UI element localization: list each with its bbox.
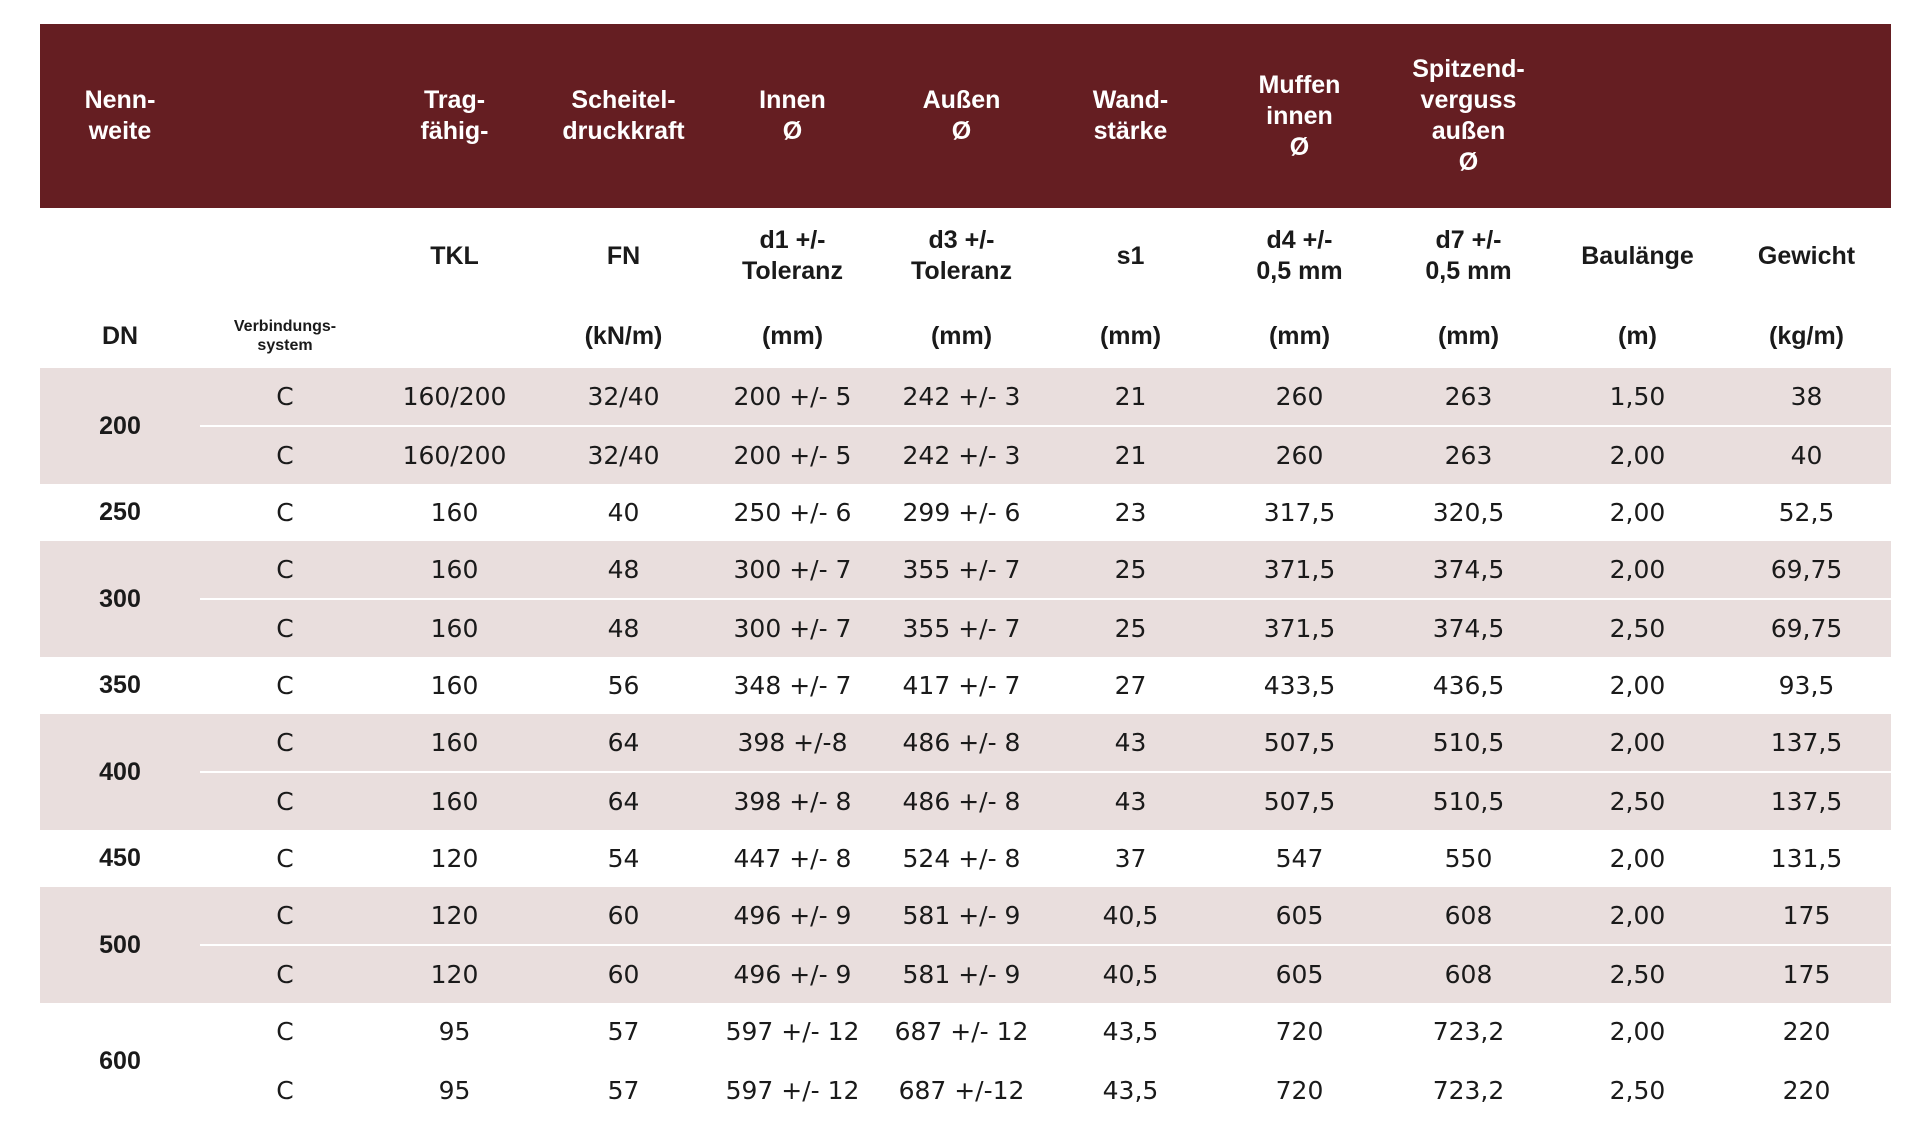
header-unit-fn <box>539 304 708 368</box>
table-row <box>40 1061 1891 1119</box>
cell-tkl: 120 <box>370 887 539 945</box>
header-symbol-d7 <box>1384 208 1553 304</box>
cell-verbindungssystem: C <box>200 541 370 599</box>
cell-fn: 57 <box>607 1076 640 1105</box>
cell-d3: 524 +/- 8 <box>902 844 1021 873</box>
header-unit-text: (mm) <box>1268 321 1331 350</box>
cell-d7: 608 <box>1384 945 1553 1003</box>
header-symbol-text: Gewicht <box>1757 241 1856 270</box>
cell-baulaenge: 2,50 <box>1609 1076 1666 1105</box>
table-row <box>40 541 1891 599</box>
header-unit-d1 <box>708 304 877 368</box>
cell-d1: 398 +/-8 <box>708 714 877 772</box>
dn-cell: 600 <box>99 1046 141 1075</box>
cell-d1: 447 +/- 8 <box>733 844 852 873</box>
header-symbol-text: TKL <box>430 241 479 270</box>
cell-d1: 496 +/- 9 <box>708 945 877 1003</box>
cell-d4: 720 <box>1275 1076 1324 1105</box>
table-row <box>40 945 1891 1003</box>
cell-tkl: 120 <box>370 945 539 1003</box>
cell-d7: 510,5 <box>1384 714 1553 772</box>
cell-verbindungssystem: C <box>276 844 294 873</box>
header-symbol-d3 <box>877 208 1046 304</box>
cell-tkl: 120 <box>430 844 479 873</box>
header-title-text: Innen <box>759 86 826 114</box>
cell-d4: 371,5 <box>1215 599 1384 657</box>
cell-gewicht: 69,75 <box>1722 541 1891 599</box>
table-row <box>40 484 1891 541</box>
cell-fn: 64 <box>539 714 708 772</box>
cell-verbindungssystem: C <box>276 1076 294 1105</box>
cell-gewicht: 38 <box>1722 368 1891 426</box>
header-title-fn <box>539 24 708 208</box>
header-symbol-text: d3 +/- <box>928 226 995 254</box>
cell-d4: 317,5 <box>1263 498 1336 527</box>
cell-d1: 597 +/- 12 <box>708 1003 877 1061</box>
cell-verbindungssystem: C <box>200 714 370 772</box>
header-symbol-text: 0,5 mm <box>1256 257 1343 285</box>
cell-fn: 56 <box>607 671 640 700</box>
cell-d7: 320,5 <box>1432 498 1505 527</box>
cell-d3: 687 +/- 12 <box>877 1003 1046 1061</box>
cell-gewicht: 137,5 <box>1722 714 1891 772</box>
cell-baulaenge: 2,00 <box>1609 498 1666 527</box>
cell-d3: 242 +/- 3 <box>877 368 1046 426</box>
header-symbol-text: Baulänge <box>1581 241 1694 270</box>
cell-baulaenge: 2,00 <box>1553 887 1722 945</box>
cell-d3: 581 +/- 9 <box>877 887 1046 945</box>
cell-d1: 300 +/- 7 <box>708 541 877 599</box>
cell-tkl: 160/200 <box>370 368 539 426</box>
cell-d4: 605 <box>1215 945 1384 1003</box>
header-title-text: verguss <box>1420 86 1517 114</box>
header-symbol-baulaenge <box>1553 208 1722 304</box>
pipe-spec-table-container <box>40 24 1890 1119</box>
header-unit-text: (kg/m) <box>1769 321 1844 350</box>
cell-fn: 32/40 <box>539 426 708 484</box>
header-title-text: Trag- <box>423 86 486 114</box>
table-row <box>40 368 1891 426</box>
cell-d4: 260 <box>1215 426 1384 484</box>
table-row <box>40 772 1891 830</box>
cell-tkl: 160 <box>370 772 539 830</box>
header-symbol-fn <box>539 208 708 304</box>
header-unit-baulaenge <box>1553 304 1722 368</box>
cell-fn: 60 <box>539 887 708 945</box>
header-unit-text: system <box>257 337 313 354</box>
table-row <box>40 599 1891 657</box>
cell-d3: 417 +/- 7 <box>902 671 1021 700</box>
header-title-text: Wand- <box>1092 86 1169 114</box>
cell-d4: 371,5 <box>1215 541 1384 599</box>
header-unit-text: (kN/m) <box>584 321 663 350</box>
cell-tkl: 160 <box>370 541 539 599</box>
cell-d7: 723,2 <box>1432 1076 1505 1105</box>
cell-baulaenge: 2,50 <box>1553 772 1722 830</box>
cell-s1: 43 <box>1046 714 1215 772</box>
cell-gewicht: 175 <box>1722 945 1891 1003</box>
cell-d1: 200 +/- 5 <box>708 426 877 484</box>
header-title-baulaenge <box>1553 24 1722 208</box>
cell-s1: 43,5 <box>1046 1003 1215 1061</box>
header-symbol-text: d4 +/- <box>1266 226 1333 254</box>
header-symbol-text: s1 <box>1116 241 1145 270</box>
header-title-text: Nenn- <box>84 86 156 114</box>
cell-gewicht: 69,75 <box>1722 599 1891 657</box>
dn-cell: 450 <box>99 844 141 872</box>
cell-verbindungssystem: C <box>276 671 294 700</box>
cell-fn: 54 <box>607 844 640 873</box>
header-symbol-text: FN <box>606 241 641 270</box>
cell-d3: 486 +/- 8 <box>877 714 1046 772</box>
cell-gewicht: 175 <box>1722 887 1891 945</box>
table-row <box>40 1003 1891 1061</box>
header-title-d3 <box>877 24 1046 208</box>
cell-d3: 299 +/- 6 <box>902 498 1021 527</box>
dn-cell: 250 <box>99 498 141 526</box>
header-symbol-text: Toleranz <box>742 257 843 285</box>
cell-fn: 57 <box>539 1003 708 1061</box>
cell-s1: 25 <box>1046 599 1215 657</box>
cell-d7: 263 <box>1384 368 1553 426</box>
cell-d3: 355 +/- 7 <box>877 599 1046 657</box>
cell-verbindungssystem: C <box>200 426 370 484</box>
header-symbol-text: 0,5 mm <box>1425 257 1512 285</box>
cell-s1: 27 <box>1114 671 1147 700</box>
header-symbol-gewicht <box>1722 208 1891 304</box>
header-unit-text: (mm) <box>1437 321 1500 350</box>
cell-d4: 507,5 <box>1215 714 1384 772</box>
cell-d4: 547 <box>1275 844 1324 873</box>
header-title-text: stärke <box>1093 117 1168 145</box>
cell-verbindungssystem: C <box>200 945 370 1003</box>
cell-d7: 723,2 <box>1384 1003 1553 1061</box>
cell-tkl: 95 <box>438 1076 471 1105</box>
cell-d7: 510,5 <box>1384 772 1553 830</box>
cell-d7: 263 <box>1384 426 1553 484</box>
cell-baulaenge: 2,00 <box>1553 541 1722 599</box>
header-title-text: fähig- <box>420 117 489 145</box>
header-title-dn <box>40 24 200 208</box>
header-title-text: außen <box>1431 117 1506 145</box>
header-symbol-text: d1 +/- <box>759 226 826 254</box>
cell-fn: 48 <box>539 599 708 657</box>
header-symbol-verbindungssystem <box>200 208 370 304</box>
header-symbol-dn <box>40 208 200 304</box>
cell-d7: 550 <box>1444 844 1493 873</box>
cell-baulaenge: 2,00 <box>1553 714 1722 772</box>
cell-tkl: 160 <box>430 671 479 700</box>
cell-s1: 21 <box>1046 426 1215 484</box>
header-title-text: Scheitel- <box>571 86 676 114</box>
cell-s1: 21 <box>1046 368 1215 426</box>
cell-d4: 605 <box>1215 887 1384 945</box>
cell-baulaenge: 2,00 <box>1553 1003 1722 1061</box>
cell-d1: 496 +/- 9 <box>708 887 877 945</box>
dn-cell: 400 <box>40 714 200 830</box>
table-row <box>40 714 1891 772</box>
cell-d7: 374,5 <box>1384 599 1553 657</box>
header-unit-text: (mm) <box>930 321 993 350</box>
header-symbol-text: d7 +/- <box>1435 226 1502 254</box>
header-symbol-d4 <box>1215 208 1384 304</box>
cell-verbindungssystem: C <box>200 772 370 830</box>
table-row <box>40 887 1891 945</box>
dn-cell: 350 <box>99 671 141 699</box>
cell-d4: 433,5 <box>1263 671 1336 700</box>
cell-gewicht: 220 <box>1722 1003 1891 1061</box>
cell-s1: 37 <box>1114 844 1147 873</box>
header-symbol-tkl <box>370 208 539 304</box>
header-title-text: weite <box>88 117 152 145</box>
header-title-text: Spitzend- <box>1412 55 1525 83</box>
cell-d1: 200 +/- 5 <box>708 368 877 426</box>
cell-gewicht: 40 <box>1722 426 1891 484</box>
header-unit-gewicht <box>1722 304 1891 368</box>
cell-s1: 40,5 <box>1046 887 1215 945</box>
cell-tkl: 160 <box>430 498 479 527</box>
cell-s1: 23 <box>1114 498 1147 527</box>
cell-gewicht: 220 <box>1782 1076 1831 1105</box>
cell-verbindungssystem: C <box>200 599 370 657</box>
cell-d4: 260 <box>1215 368 1384 426</box>
cell-d7: 436,5 <box>1432 671 1505 700</box>
cell-verbindungssystem: C <box>200 368 370 426</box>
header-unit-row <box>40 304 1891 368</box>
cell-verbindungssystem: C <box>200 1003 370 1061</box>
header-symbol-d1 <box>708 208 877 304</box>
cell-d4: 507,5 <box>1215 772 1384 830</box>
header-unit-d3 <box>877 304 1046 368</box>
cell-d7: 608 <box>1384 887 1553 945</box>
cell-d3: 486 +/- 8 <box>877 772 1046 830</box>
header-title-row <box>40 24 1891 208</box>
header-title-text: Muffen <box>1258 70 1341 99</box>
header-unit-text: DN <box>101 321 139 350</box>
cell-fn: 40 <box>607 498 640 527</box>
table-row <box>40 657 1891 714</box>
cell-d3: 242 +/- 3 <box>877 426 1046 484</box>
dn-cell: 300 <box>40 541 200 657</box>
header-unit-dn <box>40 304 200 368</box>
cell-d7: 374,5 <box>1384 541 1553 599</box>
header-title-d4 <box>1215 24 1384 208</box>
cell-gewicht: 137,5 <box>1722 772 1891 830</box>
cell-baulaenge: 1,50 <box>1553 368 1722 426</box>
cell-baulaenge: 2,00 <box>1609 844 1666 873</box>
cell-gewicht: 93,5 <box>1778 671 1835 700</box>
cell-verbindungssystem: C <box>276 498 294 527</box>
cell-s1: 40,5 <box>1046 945 1215 1003</box>
table-body <box>40 368 1891 1119</box>
cell-fn: 64 <box>539 772 708 830</box>
cell-tkl: 160/200 <box>370 426 539 484</box>
header-title-gewicht <box>1722 24 1891 208</box>
header-title-verbindungssystem <box>200 24 370 208</box>
header-unit-verbindungssystem <box>200 304 370 368</box>
header-title-text: Ø <box>1289 132 1310 161</box>
cell-baulaenge: 2,00 <box>1609 671 1666 700</box>
cell-fn: 60 <box>539 945 708 1003</box>
cell-gewicht: 131,5 <box>1770 844 1843 873</box>
cell-tkl: 160 <box>370 599 539 657</box>
cell-d1: 398 +/- 8 <box>708 772 877 830</box>
header-title-d7 <box>1384 24 1553 208</box>
header-symbol-text: Toleranz <box>911 257 1012 285</box>
header-unit-d7 <box>1384 304 1553 368</box>
cell-d3: 687 +/-12 <box>898 1076 1025 1105</box>
cell-d4: 720 <box>1215 1003 1384 1061</box>
pipe-spec-table <box>40 24 1891 1119</box>
cell-d1: 597 +/- 12 <box>725 1076 860 1105</box>
header-title-text: druckkraft <box>562 117 685 145</box>
table-row <box>40 830 1891 887</box>
cell-d3: 581 +/- 9 <box>877 945 1046 1003</box>
dn-cell: 200 <box>40 368 200 484</box>
cell-verbindungssystem: C <box>200 887 370 945</box>
header-title-d1 <box>708 24 877 208</box>
cell-tkl: 95 <box>370 1003 539 1061</box>
dn-cell: 500 <box>40 887 200 1003</box>
header-unit-d4 <box>1215 304 1384 368</box>
header-unit-tkl <box>370 304 539 368</box>
cell-baulaenge: 2,50 <box>1553 945 1722 1003</box>
cell-baulaenge: 2,50 <box>1553 599 1722 657</box>
cell-tkl: 160 <box>370 714 539 772</box>
table-row <box>40 426 1891 484</box>
header-title-text: Ø <box>1458 148 1479 176</box>
cell-baulaenge: 2,00 <box>1553 426 1722 484</box>
cell-s1: 43 <box>1046 772 1215 830</box>
header-title-s1 <box>1046 24 1215 208</box>
header-symbol-row <box>40 208 1891 304</box>
header-title-text: Ø <box>782 117 803 145</box>
header-title-tkl <box>370 24 539 208</box>
header-unit-text: (mm) <box>1099 321 1162 350</box>
cell-d3: 355 +/- 7 <box>877 541 1046 599</box>
header-unit-text: Verbindungs- <box>233 318 337 335</box>
header-title-text: innen <box>1266 101 1333 130</box>
header-symbol-s1 <box>1046 208 1215 304</box>
cell-d1: 300 +/- 7 <box>708 599 877 657</box>
header-unit-text: (mm) <box>761 321 824 350</box>
cell-gewicht: 52,5 <box>1778 498 1835 527</box>
cell-d1: 348 +/- 7 <box>733 671 852 700</box>
header-title-text: Ø <box>951 117 972 145</box>
cell-s1: 43,5 <box>1102 1076 1159 1105</box>
cell-fn: 48 <box>539 541 708 599</box>
header-title-text: Außen <box>922 86 1001 114</box>
cell-fn: 32/40 <box>539 368 708 426</box>
cell-s1: 25 <box>1046 541 1215 599</box>
cell-d1: 250 +/- 6 <box>733 498 852 527</box>
header-unit-text: (m) <box>1618 321 1657 350</box>
header-unit-s1 <box>1046 304 1215 368</box>
